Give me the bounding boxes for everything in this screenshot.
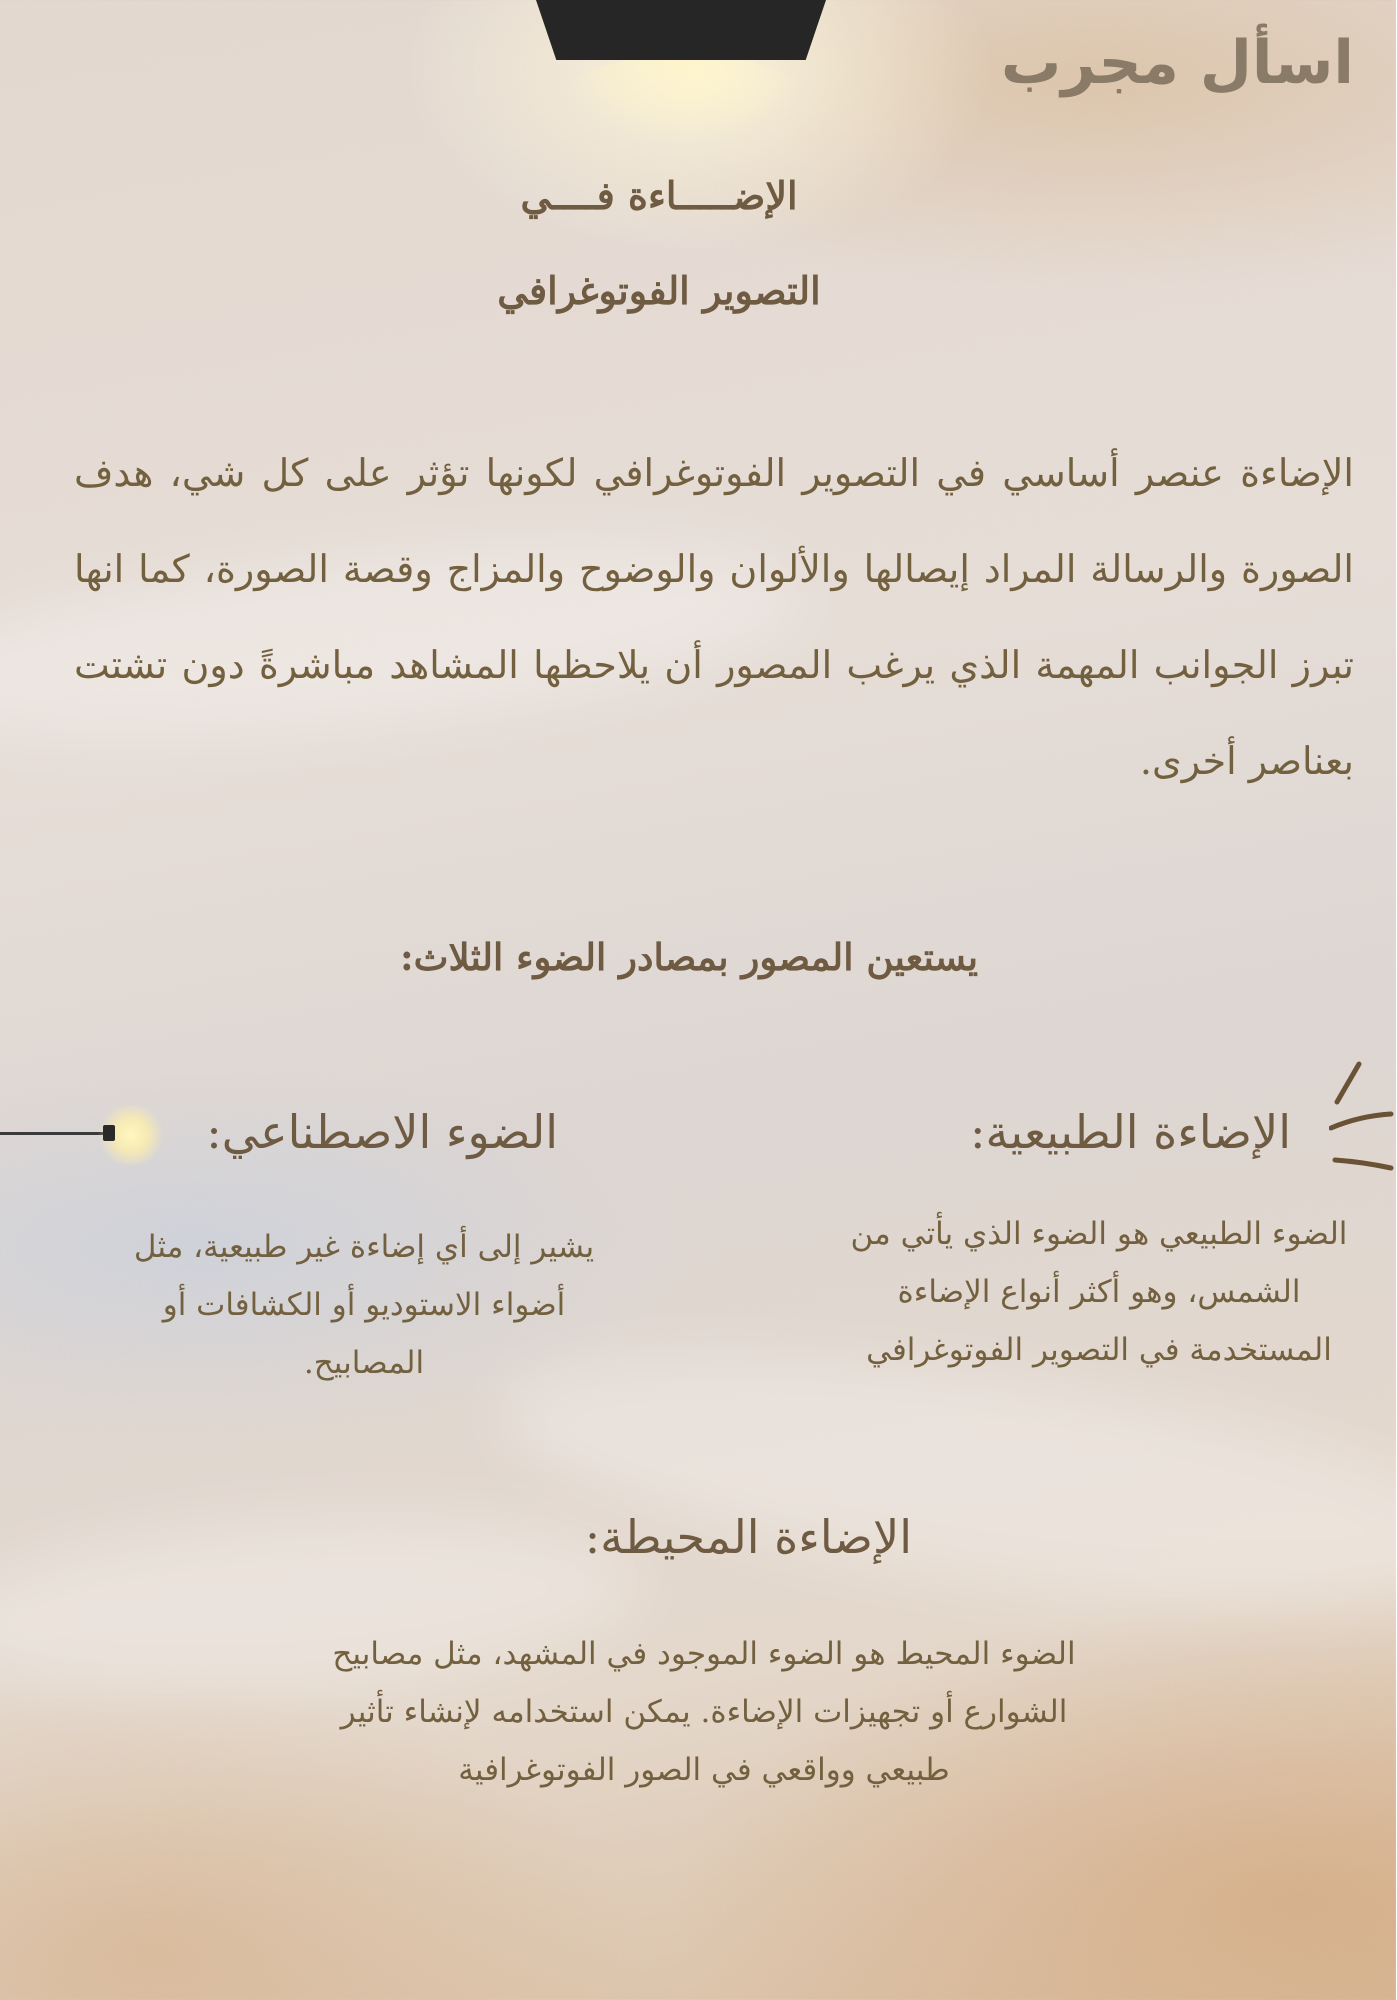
page-title-line-2: التصوير الفوتوغرافي — [498, 268, 822, 313]
artificial-light-title: الضوء الاصطناعي: — [207, 1105, 559, 1159]
bulb-wire — [0, 1132, 110, 1135]
natural-lighting-title: الإضاءة الطبيعية: — [971, 1105, 1292, 1159]
page-title-line-1: الإضـــــاءة فــــي — [521, 173, 799, 218]
ceiling-lamp-icon — [537, 0, 827, 60]
natural-lighting-text: الضوء الطبيعي هو الضوء الذي يأتي من الشمس، وهو أكثر أنواع الإضاءة المستخدمة في التصوير الفوتوغرافي — [851, 1216, 1349, 1368]
artificial-light-text: يشير إلى أي إضاءة غير طبيعية، مثل أضواء الاستوديو أو الكشافات أو المصابيح. — [134, 1229, 596, 1381]
ambient-lighting-title: الإضاءة المحيطة: — [585, 1510, 913, 1564]
brand-title: اسأل مجرب — [1001, 28, 1355, 98]
bulb-socket — [104, 1125, 116, 1141]
intro-paragraph: الإضاءة عنصر أساسي في التصوير الفوتوغرافي لكونها تؤثر على كل شي، هدف الصورة والرسالة المراد إيصالها والألوان والوضوح والمزاج وقصة الصورة، كما انها تبرز الجوانب المهمة الذي يرغب المصور أن يلاحظها المشاهد مباشرةً دون تشتت بعناصر أخرى. — [75, 451, 1355, 783]
page-title — [400, 148, 920, 338]
lamp-glow — [560, 55, 810, 145]
ambient-lighting-text: الضوء المحيط هو الضوء الموجود في المشهد، مثل مصابيح الشوارع أو تجهيزات الإضاءة. يمكن استخدامه لإنشاء تأثير طبيعي وواقعي في الصور الفوتوغرافية — [333, 1636, 1077, 1788]
sources-heading: يستعين المصور بمصادر الضوء الثلاث: — [400, 935, 980, 979]
sun-rays-icon — [1330, 1060, 1397, 1180]
